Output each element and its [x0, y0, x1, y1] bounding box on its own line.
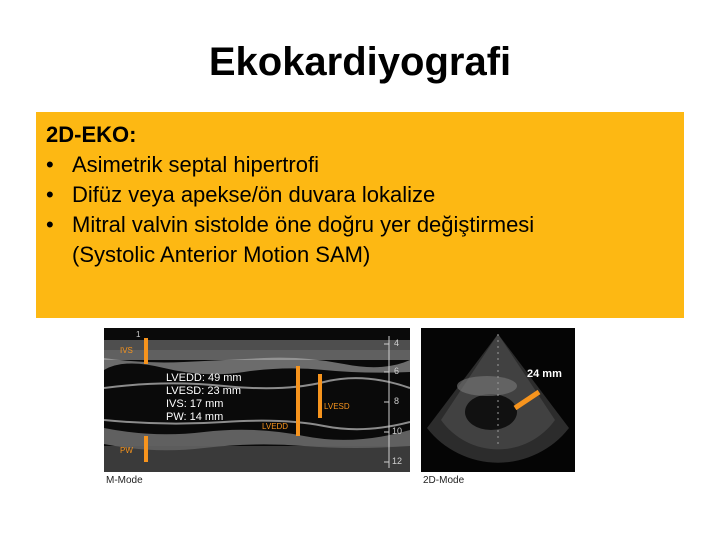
pw-label: PW — [120, 446, 133, 455]
lvedd-label: LVEDD — [262, 422, 289, 431]
measurement-lvedd: LVEDD: 49 mm — [166, 372, 242, 384]
2d-mode-image — [421, 328, 575, 472]
m-mode-image — [104, 328, 410, 472]
measurement-ivs: IVS: 17 mm — [166, 398, 224, 410]
bullet-text: Mitral valvin sistolde öne doğru yer değiştirmesi — [72, 212, 535, 237]
depth-tick-label: 10 — [392, 426, 403, 436]
measure-label: 24 mm — [527, 368, 562, 380]
bullet-icon: • — [46, 182, 54, 207]
m-mode-svg — [104, 328, 410, 472]
depth-tick-label: 8 — [394, 396, 400, 406]
list-item — [46, 180, 674, 210]
2d-mode-svg — [421, 328, 575, 472]
pw-marker — [144, 436, 148, 462]
measurement-list — [166, 372, 242, 424]
depth-tick-label: 6 — [394, 366, 400, 376]
depth-tick-label: 4 — [394, 338, 400, 348]
2d-mode-caption: 2D-Mode — [423, 475, 465, 486]
top-tick-label: 1 — [136, 330, 141, 339]
ivs-marker — [144, 338, 148, 364]
measurement-pw: PW: 14 mm — [166, 411, 224, 423]
depth-tick-label: 12 — [392, 456, 403, 466]
list-item — [46, 210, 674, 240]
bullet-list — [46, 150, 674, 240]
bullet-continuation: (Systolic Anterior Motion SAM) — [72, 242, 371, 267]
bullet-icon: • — [46, 212, 54, 237]
bullet-icon: • — [46, 152, 54, 177]
content-box — [36, 112, 684, 318]
lvesd-marker — [318, 374, 322, 418]
ivs-label: IVS — [120, 346, 133, 355]
slide-title: Ekokardiyografi — [208, 40, 512, 84]
m-mode-caption: M-Mode — [106, 475, 143, 486]
lvedd-marker — [296, 366, 300, 436]
measurement-lvesd: LVESD: 23 mm — [166, 385, 241, 397]
list-item — [46, 150, 674, 180]
box-heading: 2D-EKO: — [46, 122, 137, 147]
lvesd-label: LVESD — [324, 402, 350, 411]
bullet-text: Asimetrik septal hipertrofi — [72, 152, 319, 177]
bullet-text: Difüz veya apekse/ön duvara lokalize — [72, 182, 436, 207]
